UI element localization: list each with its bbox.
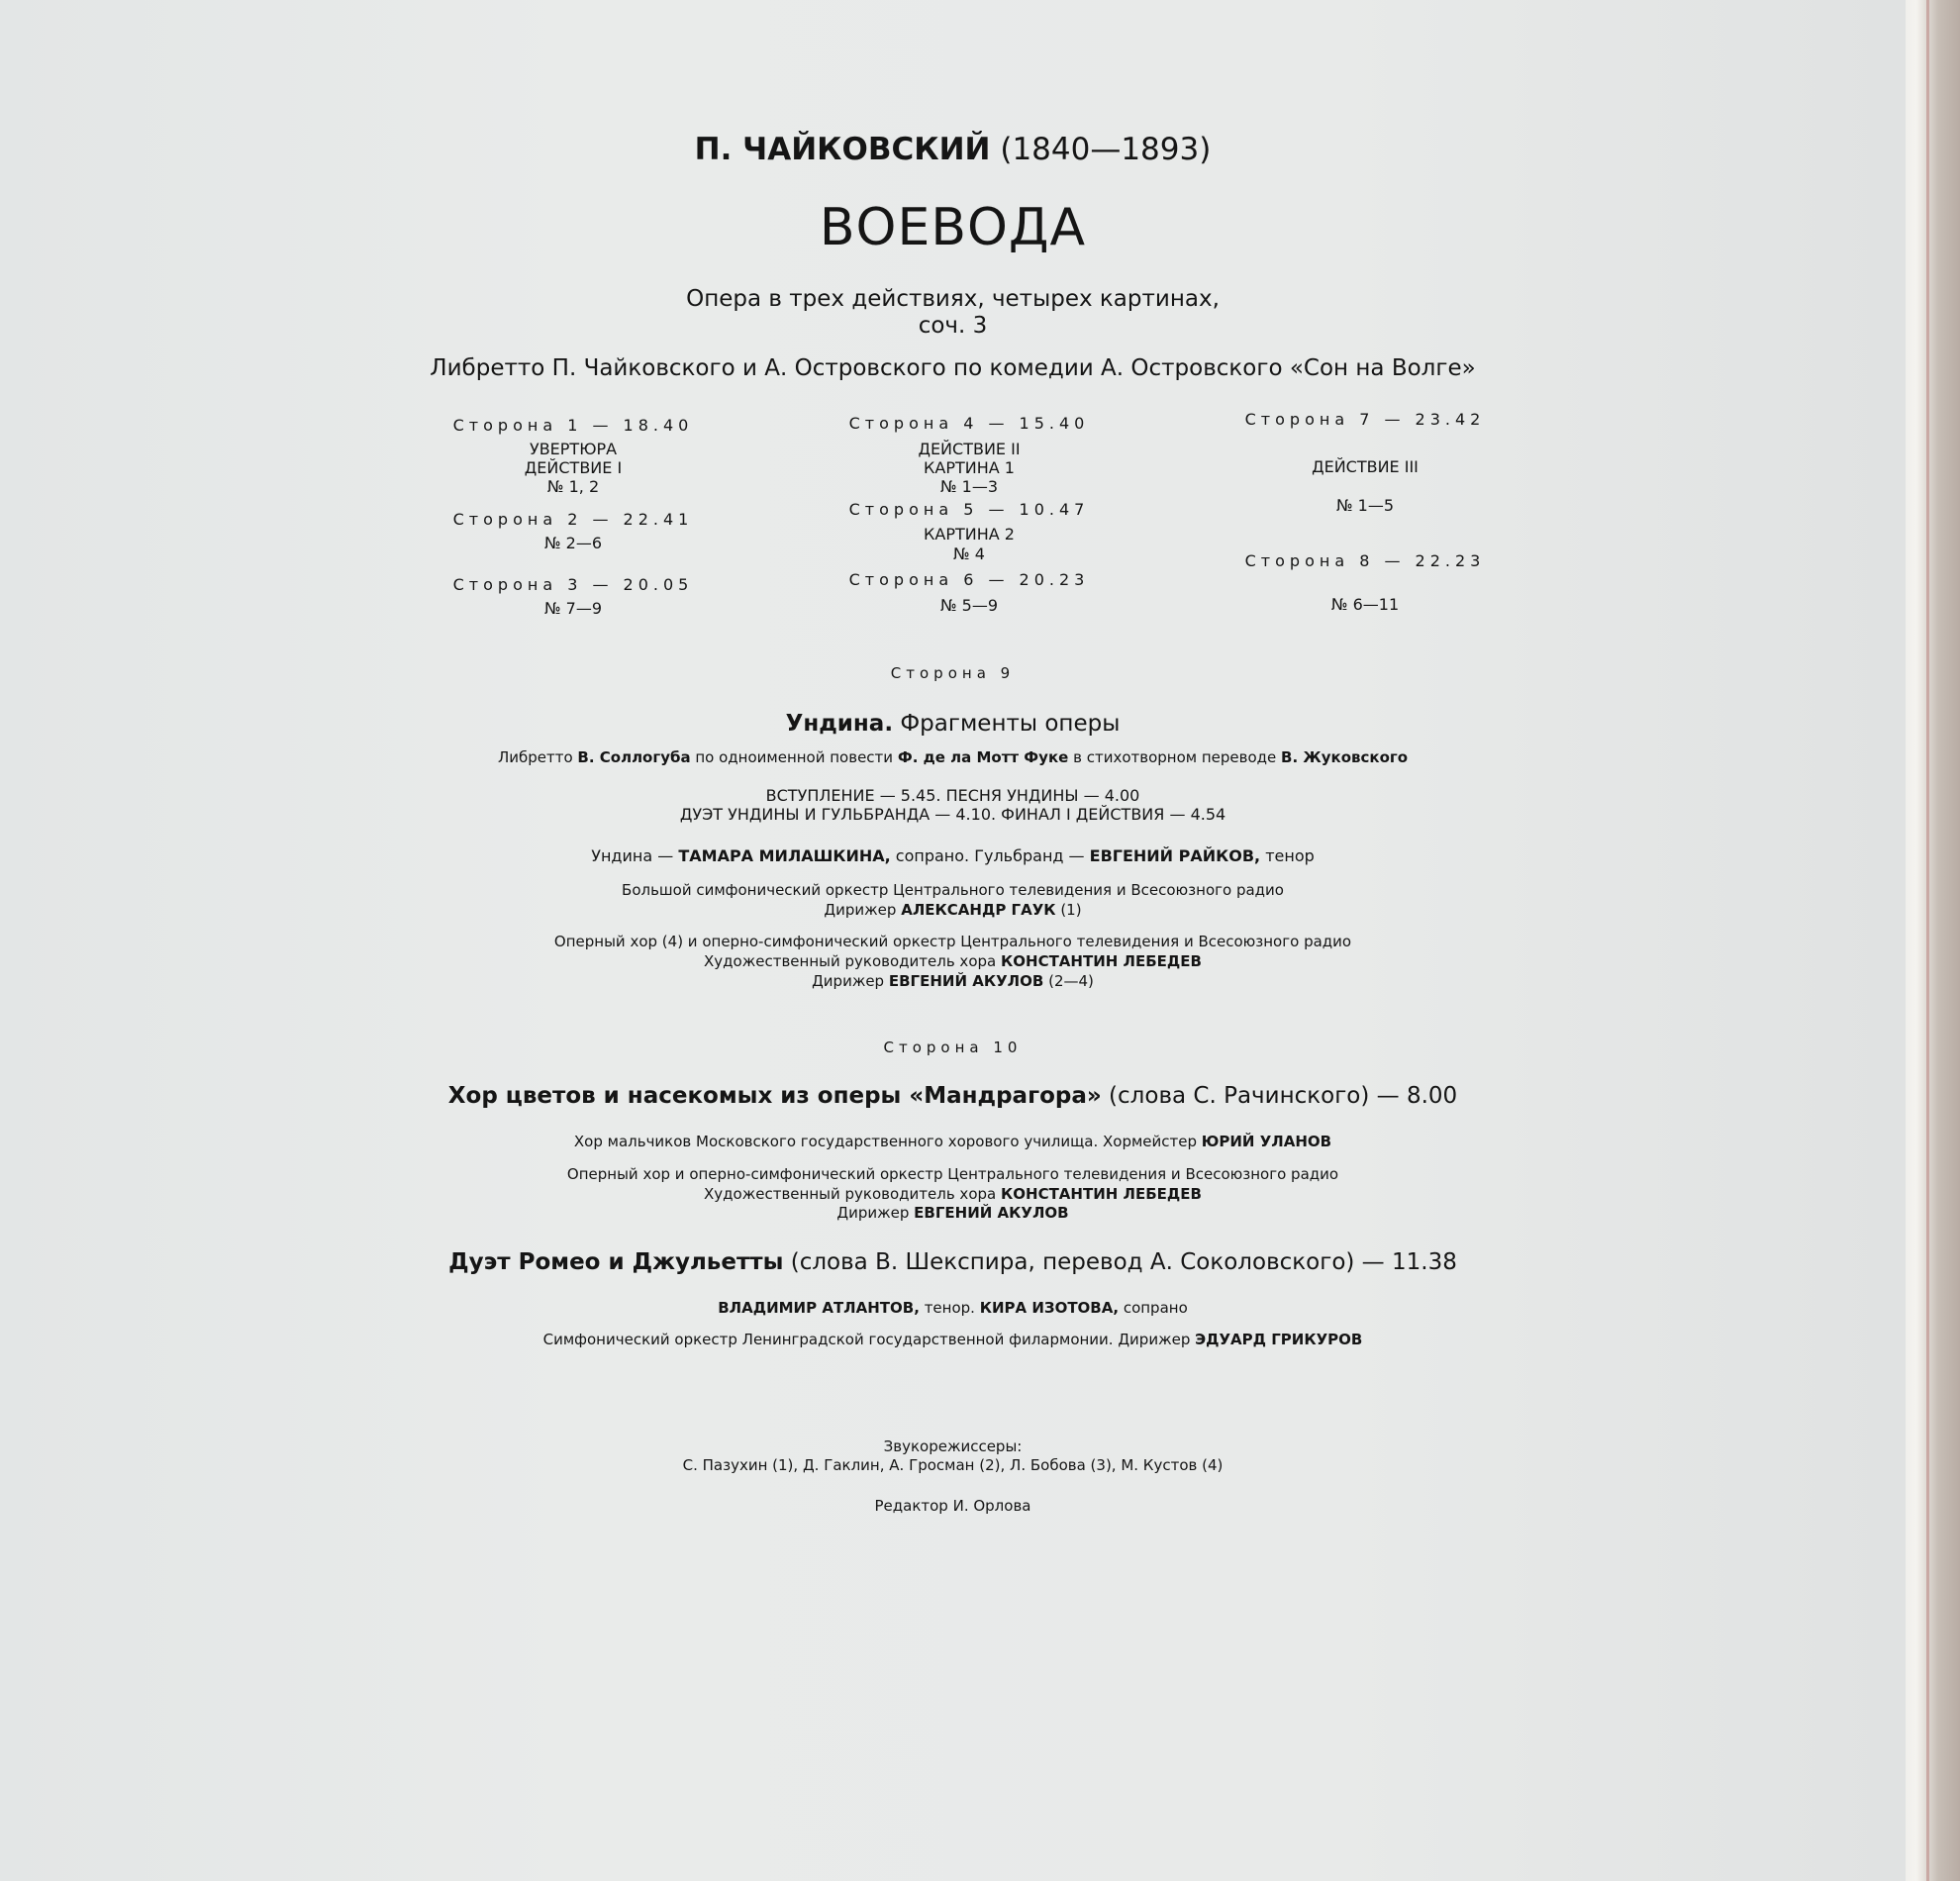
track-item: № 1, 2 [546, 477, 600, 496]
undine-title-rest: Фрагменты оперы [900, 711, 1121, 737]
name-part: В. Соллогуба [577, 748, 691, 766]
track-item: № 7—9 [543, 599, 603, 618]
text-part: Ундина — [591, 846, 674, 865]
undine-tracks-2: ДУЭТ УНДИНЫ И ГУЛЬБРАНДА — 4.10. ФИНАЛ I ДЕЙСТВИЯ — 4.54 [679, 805, 1226, 824]
track-item: УВЕРТЮРА [529, 440, 618, 458]
editor-credit: Редактор И. Орлова [874, 1497, 1031, 1515]
undine-conductor-1 [0, 901, 1906, 919]
side-7-label: Сторона 7 — 23.42 [1244, 410, 1486, 429]
undine-conductor-2 [0, 972, 1906, 990]
romeo-juliet-orchestra [0, 1331, 1906, 1348]
undine-title-bold: Ундина. [785, 711, 894, 737]
name-part: КОНСТАНТИН ЛЕБЕДЕВ [1001, 1185, 1202, 1203]
undine-tracks-1: ВСТУПЛЕНИЕ — 5.45. ПЕСНЯ УНДИНЫ — 4.00 [765, 786, 1140, 805]
mandragora-title [0, 1083, 1906, 1109]
page-edge-line [1926, 0, 1929, 1881]
composer-line [0, 132, 1906, 167]
side-8-label: Сторона 8 — 22.23 [1244, 551, 1486, 570]
romeo-juliet-cast [0, 1299, 1906, 1317]
text-part: Художественный руководитель хора [704, 952, 997, 970]
track-item: ДЕЙСТВИЕ III [1312, 457, 1419, 476]
text-part: по одноименной повести [695, 748, 894, 766]
track-item: № 1—5 [1335, 496, 1395, 515]
text-part: Симфонический оркестр Ленинградской государственной филармонии. Дирижер [542, 1331, 1191, 1348]
mandragora-orchestra: Оперный хор и оперно-симфонический оркестр Центрального телевидения и Всесоюзного радио [566, 1165, 1339, 1183]
text-part: Хор мальчиков Московского государственного хорового училища. Хормейстер [573, 1133, 1197, 1150]
text-part: Либретто [497, 748, 573, 766]
text-part: Дирижер [812, 972, 885, 990]
text-part: (2—4) [1048, 972, 1094, 990]
undine-title [0, 711, 1906, 737]
name-part: ЕВГЕНИЙ АКУЛОВ [914, 1204, 1069, 1222]
opera-libretto: Либретто П. Чайковского и А. Островского по комедии А. Островского «Сон на Волге» [430, 355, 1476, 381]
side-9-label: Сторона 9 [890, 664, 1016, 682]
name-part: КОНСТАНТИН ЛЕБЕДЕВ [1001, 952, 1202, 970]
mandragora-title-rest: (слова С. Рачинского) — 8.00 [1109, 1083, 1458, 1109]
undine-libretto [0, 748, 1906, 766]
track-item: № 2—6 [543, 534, 603, 552]
undine-orchestra-2: Оперный хор (4) и оперно-симфонический оркестр Центрального телевидения и Всесоюзного радио [553, 933, 1352, 950]
romeo-juliet-title-bold: Дуэт Ромео и Джульетты [448, 1249, 784, 1275]
side-5-label: Сторона 5 — 10.47 [848, 500, 1090, 519]
romeo-juliet-title [0, 1249, 1906, 1275]
side-2-label: Сторона 2 — 22.41 [452, 510, 694, 529]
undine-orchestra-1: Большой симфонический оркестр Центрального телевидения и Всесоюзного радио [622, 881, 1284, 899]
name-part: В. Жуковского [1281, 748, 1409, 766]
text-part: сопрано [1123, 1299, 1188, 1317]
text-part: Художественный руководитель хора [704, 1185, 997, 1203]
track-item: ДЕЙСТВИЕ II [918, 440, 1021, 458]
opera-title: ВОЕВОДА [819, 198, 1087, 257]
sound-engineers-label: Звукорежиссеры: [883, 1437, 1023, 1455]
opera-subtitle-1: Опера в трех действиях, четырех картинах, [686, 286, 1220, 312]
side-1-label: Сторона 1 — 18.40 [452, 416, 694, 435]
track-item: КАРТИНА 2 [924, 525, 1015, 544]
text-part: тенор [1265, 846, 1315, 865]
text-part: тенор. [924, 1299, 975, 1317]
side-3-label: Сторона 3 — 20.05 [452, 575, 694, 594]
name-part: ЕВГЕНИЙ АКУЛОВ [888, 972, 1044, 990]
romeo-juliet-title-rest: (слова В. Шекспира, перевод А. Соколовского) — 11.38 [790, 1249, 1457, 1275]
name-part: АЛЕКСАНДР ГАУК [901, 901, 1056, 919]
name-part: ЭДУАРД ГРИКУРОВ [1195, 1331, 1363, 1348]
mandragora-title-bold: Хор цветов и насекомых из оперы «Мандрагора» [447, 1083, 1102, 1109]
text-part: (1) [1060, 901, 1082, 919]
undine-cast [0, 846, 1906, 865]
name-part: КИРА ИЗОТОВА, [979, 1299, 1120, 1317]
text-part: Дирижер [836, 1204, 910, 1222]
sound-engineers: С. Пазухин (1), Д. Гаклин, А. Гросман (2), Л. Бобова (3), М. Кустов (4) [682, 1456, 1224, 1474]
text-part: в стихотворном переводе [1073, 748, 1277, 766]
track-item: ДЕЙСТВИЕ I [524, 458, 623, 477]
undine-choir-director [0, 952, 1906, 970]
track-item: № 1—3 [939, 477, 999, 496]
name-part: ТАМАРА МИЛАШКИНА, [678, 846, 891, 865]
text-part: сопрано. Гульбранд — [895, 846, 1085, 865]
composer-name: П. ЧАЙКОВСКИЙ [694, 132, 991, 167]
boys-choir [0, 1133, 1906, 1150]
side-4-label: Сторона 4 — 15.40 [848, 414, 1090, 433]
text-part: Дирижер [824, 901, 897, 919]
track-item: КАРТИНА 1 [924, 458, 1015, 477]
name-part: Ф. де ла Мотт Фуке [897, 748, 1069, 766]
track-item: № 6—11 [1330, 595, 1400, 614]
track-item: № 5—9 [939, 596, 999, 615]
composer-years: (1840—1893) [1000, 132, 1212, 167]
name-part: ЕВГЕНИЙ РАЙКОВ, [1089, 846, 1261, 865]
page-edge [1906, 0, 1960, 1881]
mandragora-conductor [0, 1204, 1906, 1222]
name-part: ЮРИЙ УЛАНОВ [1201, 1133, 1332, 1150]
opera-subtitle-2: соч. 3 [918, 313, 988, 339]
mandragora-choir-director [0, 1185, 1906, 1203]
name-part: ВЛАДИМИР АТЛАНТОВ, [718, 1299, 920, 1317]
side-10-label: Сторона 10 [883, 1039, 1023, 1056]
side-6-label: Сторона 6 — 20.23 [848, 570, 1090, 589]
track-item: № 4 [953, 544, 985, 563]
